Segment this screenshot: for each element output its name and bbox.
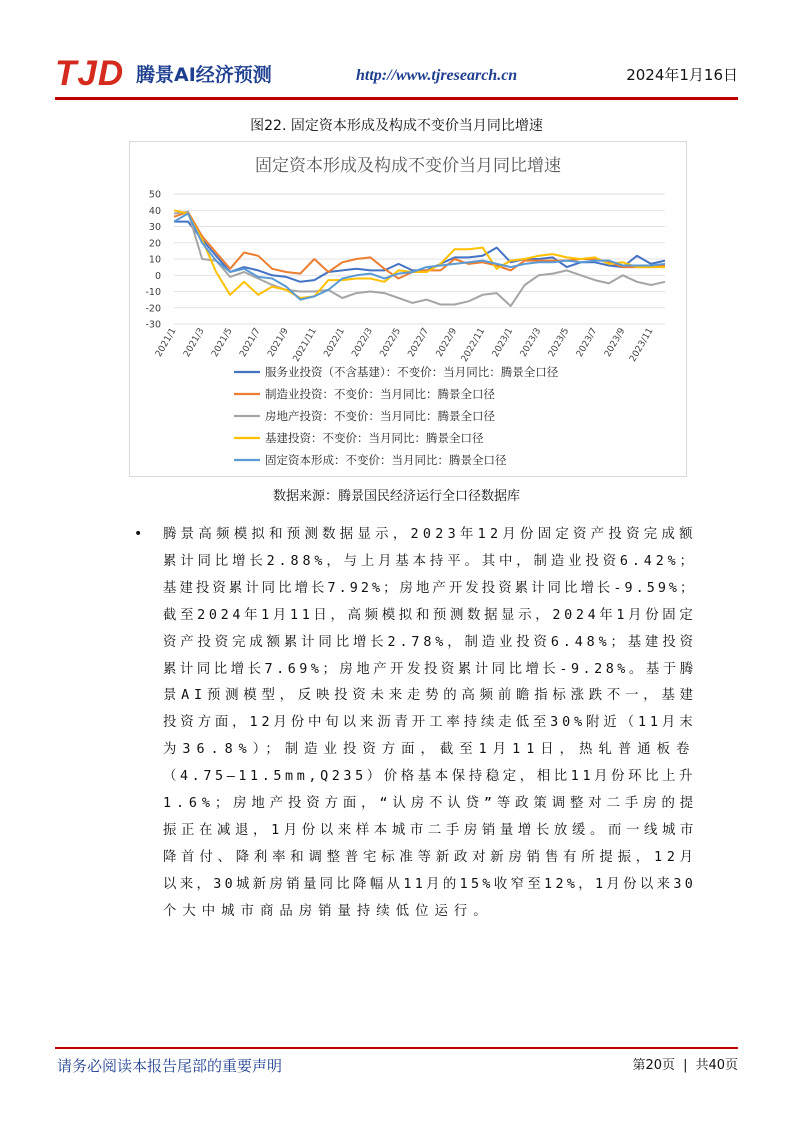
y-tick-label: 10 xyxy=(148,254,161,266)
page-total: 共40页 xyxy=(695,1058,738,1073)
x-tick-label: 2023/11 xyxy=(628,326,656,364)
x-tick-label: 2021/3 xyxy=(182,326,207,359)
paragraph-line: 累计同比增长7.69%；房地产开发投资累计同比增长-9.28%。基于腾 xyxy=(163,661,697,677)
paragraph-line: 投资方面，12月份中旬以来沥青开工率持续走低至30%附近（11月末 xyxy=(163,715,697,731)
y-tick-label: 0 xyxy=(154,270,161,282)
chart-title: 固定资本形成及构成不变价当月同比增速 xyxy=(255,156,561,176)
bullet-marker: • xyxy=(134,526,143,542)
y-tick-label: 40 xyxy=(148,205,161,217)
x-tick-label: 2021/9 xyxy=(266,326,291,359)
figure-caption: 图22. 固定资本形成及构成不变价当月同比增速 xyxy=(250,118,543,134)
x-tick-label: 2022/11 xyxy=(459,326,488,364)
paragraph-line: 截至2024年1月11日，高频模拟和预测数据显示，2024年1月份固定 xyxy=(163,607,697,623)
paragraph-line: 振正在减退，1月份以来样本城市二手房销量增长放缓。而一线城市 xyxy=(163,822,699,838)
figure-source: 数据来源：腾景国民经济运行全口径数据库 xyxy=(272,489,520,504)
page-number: 第20页 xyxy=(632,1058,676,1073)
tjd-logo: TJD xyxy=(55,54,125,93)
x-tick-label: 2022/9 xyxy=(434,326,460,359)
paragraph-line: 1.6%；房地产投资方面，“认房不认贷”等政策调整对二手房的提 xyxy=(163,796,699,812)
paragraph-line: 以来，30城新房销量同比降幅从11月的15%收窄至12%，1月份以来30 xyxy=(163,876,697,892)
x-tick-label: 2023/3 xyxy=(518,326,544,359)
x-tick-label: 2023/1 xyxy=(490,326,516,359)
header-divider xyxy=(55,97,738,100)
page-header xyxy=(55,52,738,98)
page-indicator xyxy=(633,1056,738,1076)
x-tick-label: 2021/1 xyxy=(154,326,179,359)
body-paragraph xyxy=(163,522,699,926)
x-tick-label: 2023/9 xyxy=(603,326,628,359)
paragraph-line: 腾景高频模拟和预测数据显示，2023年12月份固定资产投资完成额 xyxy=(163,527,697,542)
line-chart xyxy=(130,142,686,476)
legend-label: 服务业投资（不含基建）：不变价：当月同比：腾景全口径 xyxy=(265,365,559,379)
report-date: 2024年1月16日 xyxy=(626,66,738,84)
x-tick-label: 2022/1 xyxy=(322,326,347,359)
x-tick-label: 2022/7 xyxy=(406,326,432,359)
legend-label: 基建投资：不变价：当月同比：腾景全口径 xyxy=(265,431,484,445)
legend-label: 房地产投资：不变价：当月同比：腾景全口径 xyxy=(265,409,495,423)
paragraph-line: 为36.8%）；制造业投资方面，截至1月11日，热轧普通板卷 xyxy=(163,742,696,758)
paragraph-line: 资产投资完成额累计同比增长2.78%，制造业投资6.48%；基建投资 xyxy=(163,634,697,650)
legend-label: 制造业投资：不变价：当月同比：腾景全口径 xyxy=(265,387,495,401)
paragraph-line: 降首付、降利率和调整普宅标准等新政对新房销售有所提振，12月 xyxy=(163,849,698,865)
x-tick-label: 2021/11 xyxy=(291,326,319,364)
y-tick-label: -20 xyxy=(145,303,161,315)
y-tick-label: 20 xyxy=(148,238,161,250)
x-tick-label: 2021/5 xyxy=(210,326,235,359)
x-tick-label: 2021/7 xyxy=(238,326,263,359)
paragraph-line: （4.75—11.5mm,Q235）价格基本保持稳定，相比11月份环比上升 xyxy=(163,769,697,785)
legend-label: 固定资本形成：不变价：当月同比：腾景全口径 xyxy=(265,453,507,467)
brand-name: 腾景AI经济预测 xyxy=(136,64,272,86)
page-separator: | xyxy=(683,1058,688,1073)
x-tick-label: 2023/5 xyxy=(546,326,572,359)
y-tick-label: 50 xyxy=(148,189,161,201)
x-tick-label: 2023/7 xyxy=(574,326,600,359)
paragraph-line: 景AI预测模型，反映投资未来走势的高频前瞻指标涨跌不一，基建 xyxy=(163,688,698,704)
paragraph-line: 基建投资累计同比增长7.92%；房地产开发投资累计同比增长-9.59%； xyxy=(163,580,697,596)
footer-divider xyxy=(55,1047,738,1049)
disclaimer-notice: 请务必阅读本报告尾部的重要声明 xyxy=(57,1057,283,1075)
x-tick-label: 2022/3 xyxy=(350,326,375,359)
y-tick-label: 30 xyxy=(148,222,161,233)
x-tick-label: 2022/5 xyxy=(378,326,404,359)
y-tick-label: -10 xyxy=(145,287,161,298)
y-tick-label: -30 xyxy=(145,319,161,331)
website-link[interactable]: http://www.tjresearch.cn xyxy=(356,67,518,84)
paragraph-line: 个大中城市商品房销量持续低位运行。 xyxy=(163,903,493,919)
chart-container xyxy=(129,141,687,477)
paragraph-line: 累计同比增长2.88%，与上月基本持平。其中，制造业投资6.42%； xyxy=(163,553,697,569)
